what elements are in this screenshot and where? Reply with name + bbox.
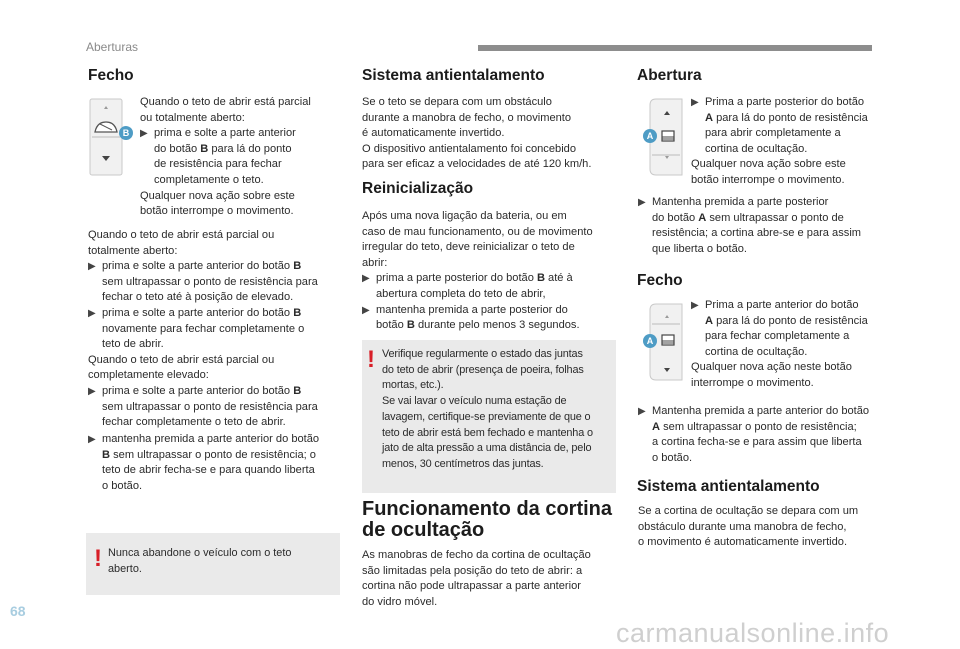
fecho-intro-text: Quando o teto de abrir está parcial ou totalmente aberto: ▶ prima e solte a parte anterior do botão B para lá do ponto de resistência para fechar completamente o teto. Qualquer nova ação sobre este botão interrompe o movimento. bbox=[140, 96, 311, 218]
heading-fecho: Fecho bbox=[88, 67, 134, 84]
bullet-icon: ▶ bbox=[691, 97, 699, 108]
badge-b: B bbox=[119, 126, 133, 140]
watermark: carmanualsonline.info bbox=[616, 618, 890, 648]
roof-switch-illustration bbox=[86, 98, 134, 176]
heading-cortina: Funcionamento da cortina de ocultação bbox=[362, 498, 613, 541]
warning-text: Nunca abandone o veículo com o teto aberto. bbox=[108, 547, 292, 575]
fecho-cortina-hold-text: ▶ Mantenha premida a parte anterior do botão A sem ultrapassar o ponto de resistência; a cortina fecha-se e para assim que liberta o botão. bbox=[638, 405, 870, 464]
heading-reinicializacao: Reinicialização bbox=[362, 180, 474, 197]
blind-switch-open-illustration bbox=[638, 97, 686, 177]
warning-box-roof bbox=[86, 533, 340, 595]
reinicializacao-text: Após uma nova ligação da bateria, ou em caso de mau funcionamento, ou de movimento irregular do teto, deve reinicializar o teto de abrir: ▶ prima a parte posterior do botão B até à abertura completa do teto de abrir, ▶ mantenha premida a parte posterior do botão B durante pelo menos 3 segundos. bbox=[362, 210, 593, 332]
antientalamento-text: Se o teto se depara com um obstáculo durante a manobra de fecho, o movimento é automaticamente invertido. O dispositivo antientalamento foi concebido para ser eficaz a velocidades de até 120 km/h. bbox=[362, 96, 592, 171]
bullet-icon: ▶ bbox=[88, 434, 96, 445]
warning-icon: ! bbox=[94, 545, 102, 572]
fecho-hold-text: ▶ mantenha premida a parte anterior do botão B sem ultrapassar o ponto de resistência; o teto de abrir fecha-se e para quando liberta o botão. bbox=[88, 433, 320, 492]
bullet-icon: ▶ bbox=[362, 304, 370, 316]
warning-text: Verifique regularmente o estado das juntas do teto de abrir (presença de poeira, folhas mortas, etc.). Se vai lavar o veículo numa estação de lavagem, certifique-se previamente de que o teto de abrir está bem fechado e mantenha o jato de alta pressão a uma distância de, pelo menos, 30 centímetros das juntas. bbox=[382, 348, 593, 470]
badge-a: A bbox=[643, 334, 657, 348]
bullet-icon: ▶ bbox=[140, 128, 148, 140]
header-rule bbox=[478, 45, 872, 51]
warning-box-seals bbox=[362, 340, 616, 493]
antientalamento-cortina-text: Se a cortina de ocultação se depara com um obstáculo durante uma manobra de fecho, o movimento é automaticamente invertido. bbox=[638, 505, 859, 549]
blind-switch-close-illustration bbox=[638, 302, 686, 382]
abertura-intro-text: ▶ Prima a parte posterior do botão A para lá do ponto de resistência para abrir completamente a cortina de ocultação. Qualquer nova ação sobre este botão interrompe o movimento. bbox=[691, 96, 868, 186]
heading-fecho-cortina: Fecho bbox=[637, 272, 683, 289]
heading-antientalamento-cortina: Sistema antientalamento bbox=[637, 478, 820, 495]
abertura-hold-text: ▶ Mantenha premida a parte posterior do botão A sem ultrapassar o ponto de resistência; a cortina abre-se e para assim que liberta o botão. bbox=[638, 196, 862, 255]
bullet-icon: ▶ bbox=[362, 273, 370, 285]
heading-antientalamento: Sistema antientalamento bbox=[362, 67, 545, 84]
warning-icon: ! bbox=[367, 346, 375, 373]
fecho-cortina-intro-text: ▶ Prima a parte anterior do botão A para lá do ponto de resistência para fechar completamente a cortina de ocultação. Qualquer nova ação neste botão interrompe o movimento. bbox=[691, 299, 868, 389]
heading-abertura: Abertura bbox=[637, 67, 702, 84]
bullet-icon: ▶ bbox=[88, 261, 96, 273]
bullet-icon: ▶ bbox=[88, 385, 96, 397]
fecho-procedure-text: Quando o teto de abrir está parcial ou totalmente aberto: ▶ prima e solte a parte anterior do botão B sem ultrapassar o ponto de resistência para fechar o teto até à posição de elevado. ▶ prima e solte a parte anterior do botão B novamente para fechar completamente o teto de abrir. Quando o teto de abrir está parcial ou completamente elevado: ▶ prima e solte a parte anterior do botão B sem ultrapassar o ponto de resistência para fechar completamente o teto de abrir. bbox=[88, 229, 318, 429]
badge-a: A bbox=[643, 129, 657, 143]
page-number: 68 bbox=[10, 603, 26, 619]
bullet-icon: ▶ bbox=[638, 197, 646, 208]
section-title: Aberturas bbox=[86, 40, 139, 54]
bullet-icon: ▶ bbox=[638, 406, 646, 417]
bullet-icon: ▶ bbox=[691, 300, 699, 311]
bullet-icon: ▶ bbox=[88, 307, 96, 319]
cortina-text: As manobras de fecho da cortina de ocultação são limitadas pela posição do teto de abrir: a cortina não pode ultrapassar a parte anterior do vidro móvel. bbox=[362, 549, 591, 608]
